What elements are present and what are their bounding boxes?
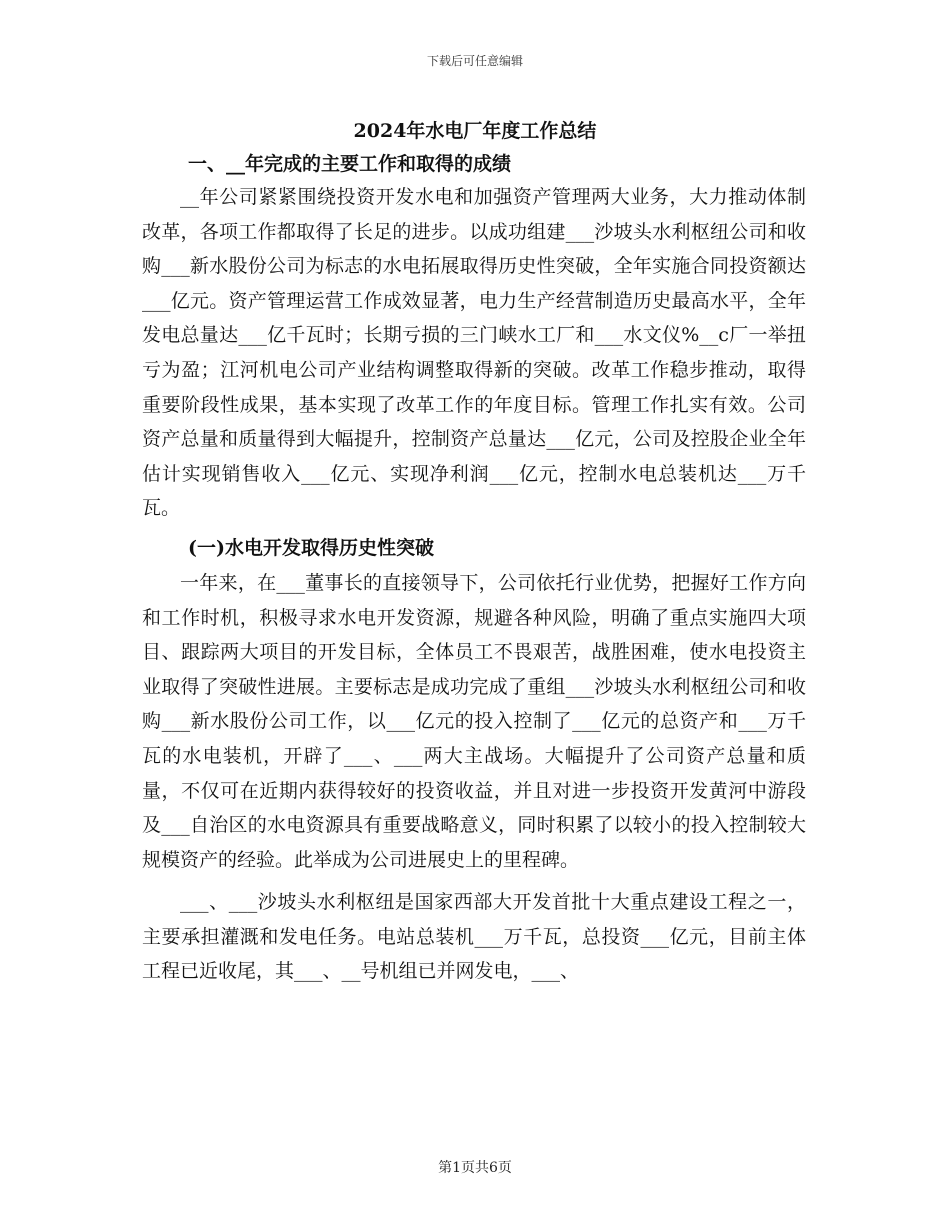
paragraph-2: 一年来，在___董事长的直接领导下，公司依托行业优势，把握好工作方向和工作时机，积极寻求水电开发资源，规避各种风险，明确了重点实施四大项目、跟踪两大项目的开发目标，全体员工不畏艰苦，战胜困难，使水电投资主业取得了突破性进展。主要标志是成功完成了重组___沙坡头水利枢纽公司和收购___新水股份公司工作，以___亿元的投入控制了___亿元的总资产和___万千瓦的水电装机，开辟了___、___两大主战场。大幅提升了公司资产总量和质量，不仅可在近期内获得较好的投资收益，并且对进一步投资开发黄河中游段及___自治区的水电资源具有重要战略意义，同时积累了以较小的投入控制较大规模资产的经验。此举成为公司进展史上的里程碑。 xyxy=(142,571,806,871)
header-note: 下载后可任意编辑 xyxy=(426,54,523,68)
paragraph-3: ___、___沙坡头水利枢纽是国家西部大开发首批十大重点建设工程之一，主要承担灌溉和发电任务。电站总装机___万千瓦，总投资___亿元，目前主体工程已近收尾，其___、__号机组已并网发电，___、 xyxy=(142,891,806,983)
section-heading: 一、__年完成的主要工作和取得的成绩 xyxy=(188,153,512,175)
subsection-heading: (一)水电开发取得历史性突破 xyxy=(188,536,434,559)
paragraph-gap xyxy=(142,877,806,885)
paragraph-1: __年公司紧紧围绕投资开发水电和加强资产管理两大业务，大力推动体制改革，各项工作都取得了长足的进步。以成功组建___沙坡头水利枢纽公司和收购___新水股份公司为标志的水电拓展取得历史性突破，全年实施合同投资额达___亿元。资产管理运营工作成效显著，电力生产经营制造历史最高水平，全年发电总量达___亿千瓦时；长期亏损的三门峡水工厂和___水文仪%__c厂一举扭亏为盈；江河机电公司产业结构调整取得新的突破。改革工作稳步推动，取得重要阶段性成果，基本实现了改革工作的年度目标。管理工作扎实有效。公司资产总量和质量得到大幅提升，控制资产总量达___亿元，公司及控股企业全年估计实现销售收入___亿元、实现净利润___亿元，控制水电总装机达___万千瓦。 xyxy=(142,186,806,520)
document-body xyxy=(142,148,806,989)
document-title: 2024年水电厂年度工作总结 xyxy=(353,120,597,142)
page-number: 第1页共6页 xyxy=(438,1160,512,1176)
